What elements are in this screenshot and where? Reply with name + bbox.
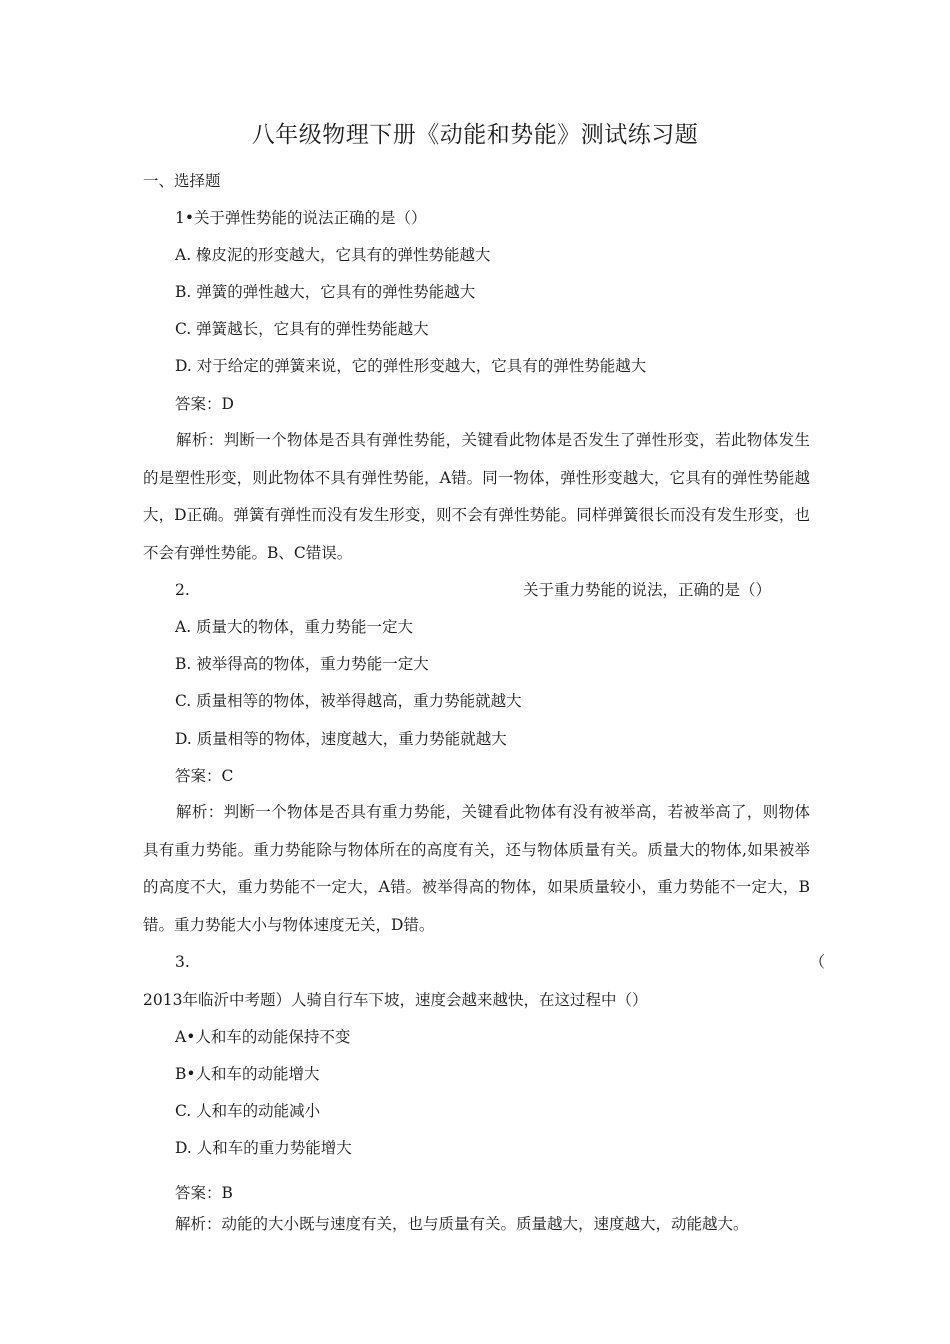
question-1-option-a: A. 橡皮泥的形变越大，它具有的弹性势能越大 bbox=[175, 246, 491, 264]
question-2-option-c: C. 质量相等的物体，被举得越高，重力势能就越大 bbox=[175, 692, 522, 710]
question-3-option-d: D. 人和车的重力势能增大 bbox=[175, 1139, 352, 1157]
question-1-stem: 1•关于弹性势能的说法正确的是（） bbox=[175, 209, 427, 227]
question-2-option-b: B. 被举得高的物体，重力势能一定大 bbox=[175, 655, 429, 673]
question-3-option-c: C. 人和车的动能减小 bbox=[175, 1102, 321, 1120]
question-3-number-row bbox=[175, 952, 825, 972]
question-1-option-b: B. 弹簧的弹性越大，它具有的弹性势能越大 bbox=[175, 283, 476, 301]
question-3-option-a: A•人和车的动能保持不变 bbox=[175, 1028, 351, 1046]
section-heading: 一、选择题 bbox=[143, 172, 221, 190]
question-2-option-a: A. 质量大的物体，重力势能一定大 bbox=[175, 618, 414, 636]
question-3-answer: 答案：B bbox=[175, 1184, 233, 1202]
question-2-answer: 答案：C bbox=[175, 767, 234, 785]
question-2-option-d: D. 质量相等的物体，速度越大，重力势能就越大 bbox=[175, 730, 507, 748]
question-1-option-d: D. 对于给定的弹簧来说，它的弹性形变越大，它具有的弹性势能越大 bbox=[175, 357, 647, 375]
question-3-paren: （ bbox=[809, 953, 825, 971]
document-title: 八年级物理下册《动能和势能》测试练习题 bbox=[251, 122, 699, 148]
question-2-number: 2. bbox=[175, 581, 190, 599]
question-3-stem: 2013年临沂中考题）人骑自行车下坡，速度会越来越快，在这过程中（） bbox=[143, 991, 648, 1009]
question-3-analysis: 解析：动能的大小既与速度有关，也与质量有关。质量越大，速度越大，动能越大。 bbox=[175, 1215, 749, 1233]
question-1-option-c: C. 弹簧越长，它具有的弹性势能越大 bbox=[175, 320, 429, 338]
question-2-stem: 关于重力势能的说法，正确的是（） bbox=[522, 581, 771, 599]
question-2-stem-row bbox=[175, 580, 825, 600]
question-3-number: 3. bbox=[175, 953, 190, 971]
question-1-analysis: 解析：判断一个物体是否具有弹性势能，关键看此物体是否发生了弹性形变，若此物体发生的是塑性形变，则此物体不具有弹性势能，A错。同一物体，弹性形变越大，它具有的弹性势能越大，D正确。弹簧有弹性而没有发生形变，则不会有弹性势能。同样弹簧很长而没有发生形变，也不会有弹性势能。B、C错误。 bbox=[143, 431, 810, 562]
question-1-answer: 答案：D bbox=[175, 395, 234, 413]
question-2-analysis: 解析：判断一个物体是否具有重力势能，关键看此物体有没有被举高，若被举高了，则物体具有重力势能。重力势能除与物体所在的高度有关，还与物体质量有关。质量大的物体,如果被举的高度不大，重力势能不一定大，A错。被举得高的物体，如果质量较小，重力势能不一定大，B错。重力势能大小与物体速度无关，D错。 bbox=[143, 803, 810, 934]
question-3-option-b: B•人和车的动能增大 bbox=[175, 1065, 320, 1083]
